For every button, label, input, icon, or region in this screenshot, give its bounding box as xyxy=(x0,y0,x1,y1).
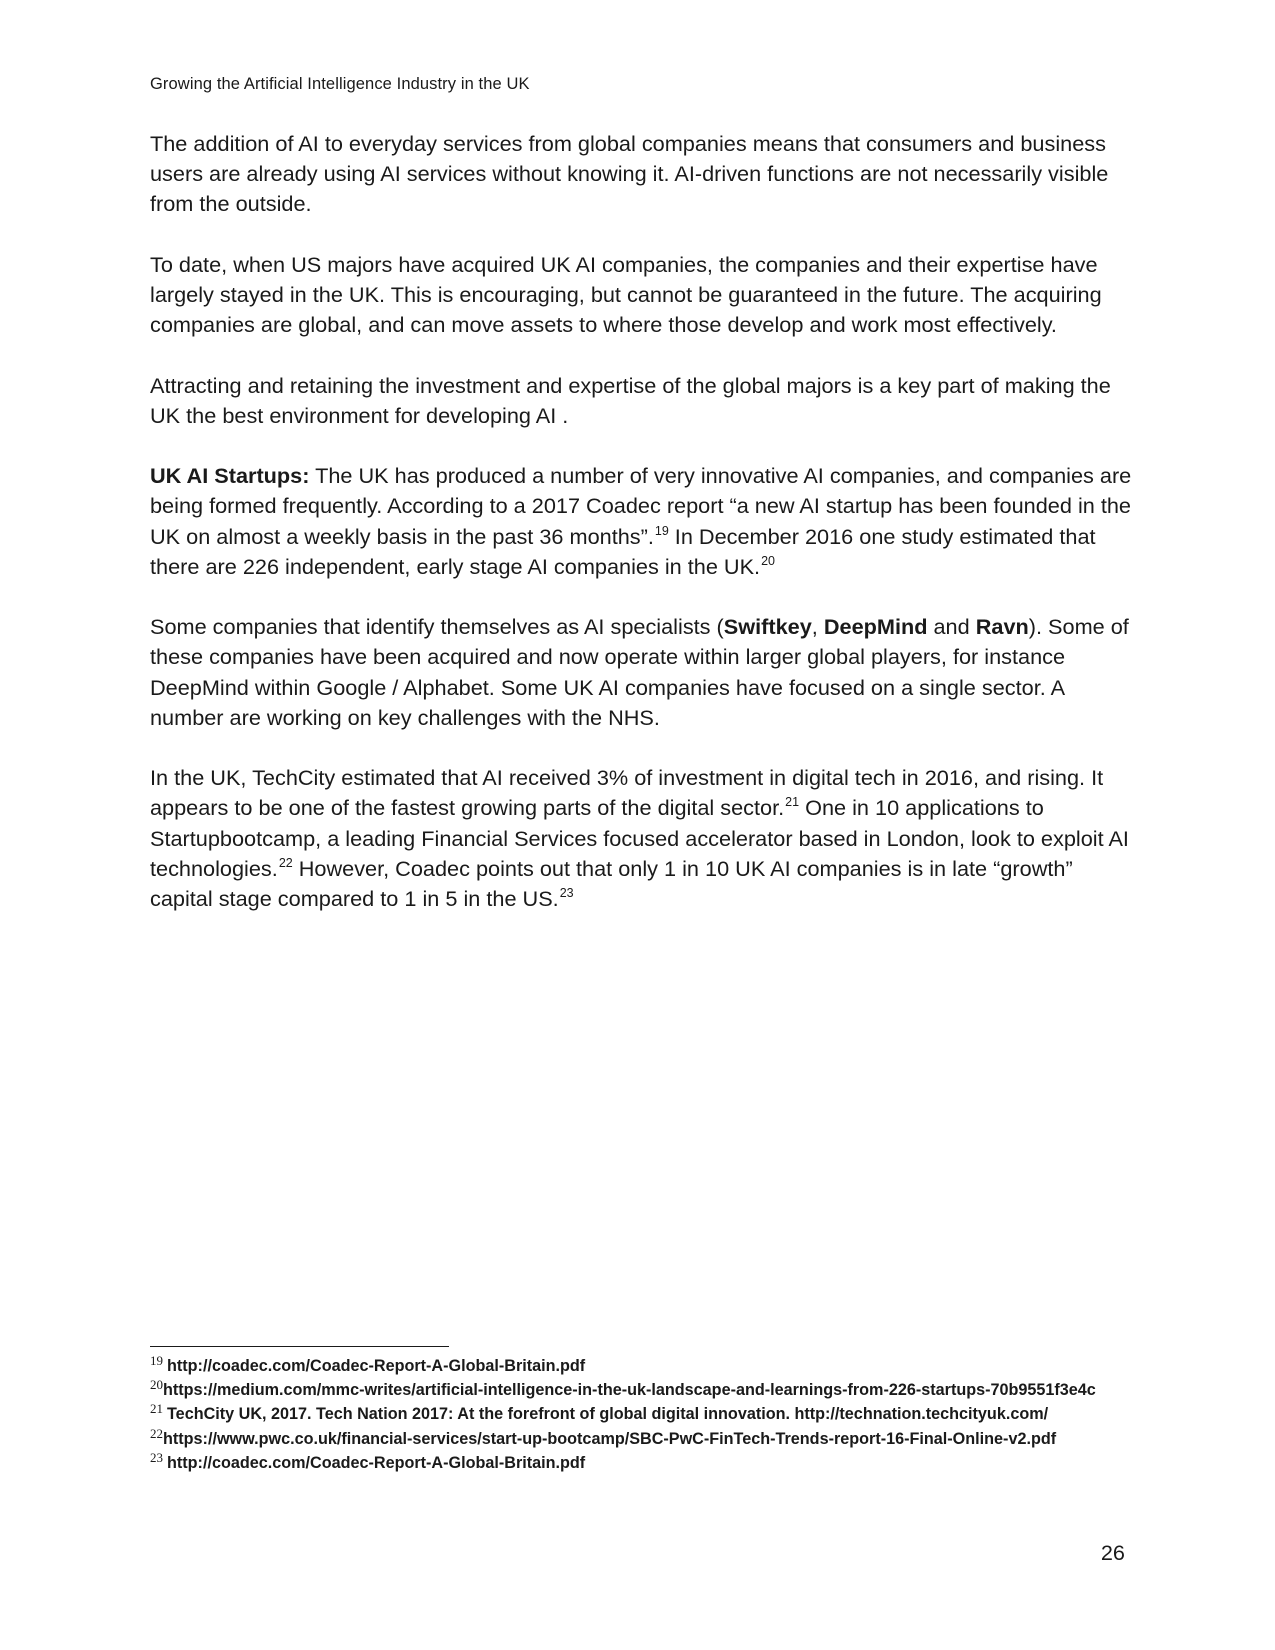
paragraph-ai-everyday-services: The addition of AI to everyday services from global companies means that consumers and business users are already using AI services without knowing it. AI-driven functions are not necessarily visible from the outside. xyxy=(150,131,1109,217)
footnote-link[interactable]: http://coadec.com/Coadec-Report-A-Global-Britain.pdf xyxy=(167,1453,586,1472)
company-separator-2: and xyxy=(927,614,976,640)
techcity-text-b: One in 10 applications to Startupbootcamp, a leading Financial Services focused accelerator based in London, look to exploit AI technologies. xyxy=(150,795,1129,881)
footnote-citation[interactable]: TechCity UK, 2017. Tech Nation 2017: At the forefront of global digital innovation. http://technation.techcityuk.com/ xyxy=(167,1405,1049,1424)
footnote-21 xyxy=(150,1402,1135,1426)
footnote-number: 20 xyxy=(150,1377,163,1393)
running-header: Growing the Artificial Intelligence Industry in the UK xyxy=(150,75,530,93)
page-number: 26 xyxy=(1100,1540,1125,1565)
paragraph-techcity-investment xyxy=(150,763,1135,914)
footnote-number: 22 xyxy=(150,1425,163,1441)
specialists-text-a: Some companies that identify themselves as AI specialists ( xyxy=(150,614,724,640)
footnote-separator xyxy=(150,1346,449,1347)
footnote-ref-22[interactable]: 22 xyxy=(278,855,293,870)
footnote-link[interactable]: https://www.pwc.co.uk/financial-services/start-up-bootcamp/SBC-PwC-FinTech-Trends-report-16-Final-Online-v2.pdf xyxy=(163,1429,1057,1448)
specialists-text-b: ). Some of these companies have been acquired and now operate within larger global players, for instance DeepMind within Google / Alphabet. Some UK AI companies have focused on a single sector. A number are working on key challenges with the NHS. xyxy=(150,614,1129,730)
footnote-22 xyxy=(150,1427,1135,1451)
company-ravn: Ravn xyxy=(975,614,1029,640)
footnote-ref-23[interactable]: 23 xyxy=(559,886,574,900)
footnote-number: 23 xyxy=(150,1449,163,1465)
footnote-ref-19[interactable]: 19 xyxy=(654,523,669,538)
startups-lead-heading: UK AI Startups: xyxy=(150,463,310,489)
footnote-link[interactable]: https://medium.com/mmc-writes/artificial-intelligence-in-the-uk-landscape-and-learnings-from-226-startups-70b9551f3e4c xyxy=(163,1381,1096,1400)
paragraph-ai-specialists xyxy=(150,612,1135,733)
techcity-text-c: However, Coadec points out that only 1 in 10 UK AI companies is in late “growth” capital stage compared to 1 in 5 in the US. xyxy=(150,855,1073,911)
startups-text-a: The UK has produced a number of very innovative AI companies, and companies are being formed frequently. According to a 2017 Coadec report “a new AI startup has been founded in the UK on almost a weekly basis in the past 36 months”. xyxy=(150,463,1132,549)
paragraph-uk-ai-startups xyxy=(150,461,1135,582)
body-text xyxy=(150,129,1135,944)
footnote-ref-20[interactable]: 20 xyxy=(761,553,775,568)
company-deepmind: DeepMind xyxy=(823,614,928,640)
footnote-20 xyxy=(150,1378,1135,1402)
company-separator-1: , xyxy=(811,614,824,640)
paragraph-us-majors-acquisitions: To date, when US majors have acquired UK AI companies, the companies and their expertise have largely stayed in the UK. This is encouraging, but cannot be guaranteed in the future. The acquiring companies are global, and can move assets to where those develop and work most effectively. xyxy=(150,251,1102,338)
footnote-link[interactable]: http://coadec.com/Coadec-Report-A-Global-Britain.pdf xyxy=(167,1357,586,1375)
footnote-23 xyxy=(150,1451,1135,1475)
techcity-text-a: In the UK, TechCity estimated that AI received 3% of investment in digital tech in 2016, and rising. It appears to be one of the fastest growing parts of the digital sector. xyxy=(150,765,1104,821)
footnote-19 xyxy=(150,1354,1135,1378)
startups-text-b: In December 2016 one study estimated that there are 226 independent, early stage AI companies in the UK. xyxy=(150,523,1096,579)
company-swiftkey: Swiftkey xyxy=(723,614,812,640)
footnote-ref-21[interactable]: 21 xyxy=(785,795,800,810)
footnote-number: 21 xyxy=(150,1401,163,1417)
footnote-number: 19 xyxy=(150,1353,163,1368)
footnotes-section xyxy=(150,1354,1135,1475)
paragraph-attracting-investment: Attracting and retaining the investment and expertise of the global majors is a key part of making the UK the best environment for developing AI . xyxy=(150,372,1111,428)
